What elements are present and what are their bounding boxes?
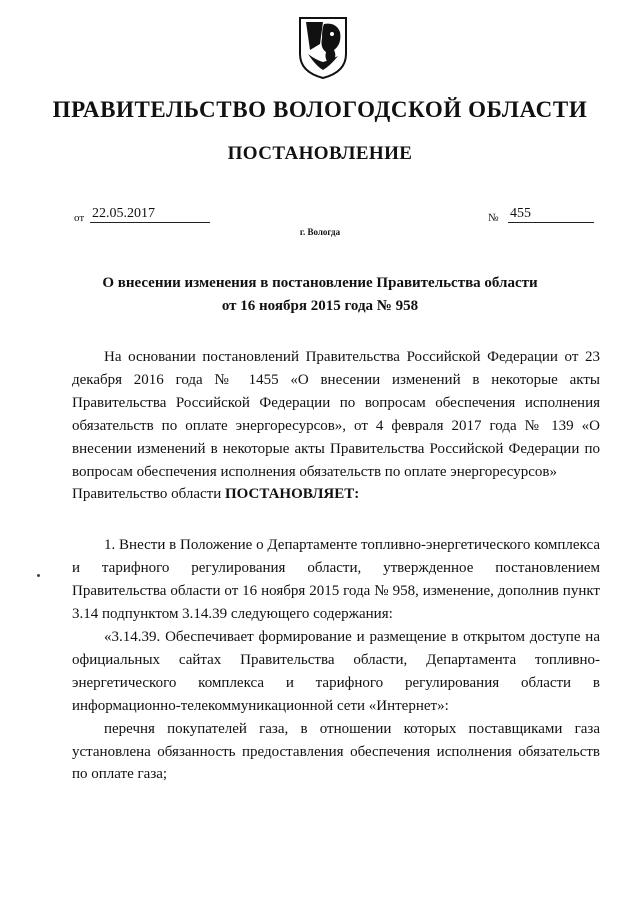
- item-1-paragraph: 1. Внести в Положение о Департаменте топливно-энергетического комплекса и тарифного регулирования области, утвержденное постановлением Правительства области от 16 ноября 2015 года № 958, изменение, дополнив пункт 3.14 подпунктом 3.14.39 следующего содержания:: [72, 537, 600, 623]
- resolve-word: ПОСТАНОВЛЯЕТ:: [224, 486, 360, 503]
- city-label: г. Вологда: [299, 227, 341, 237]
- preamble-paragraph: На основании постановлений Правительства Российской Федерации от 23 декабря 2016 года № 1455 «О внесении изменений в некоторые акты Правительства Российской Федерации по вопросам обеспечения исполнения обязательств по оплате энергоресурсов», от 4 февраля 2017 года № 139 «О внесении изменений в некоторые акты Правительства Российской Федерации по вопросам обеспечения исполнения обязательств по оплате энергоресурсов»: [72, 349, 600, 480]
- item-1-list-paragraph: перечня покупателей газа, в отношении которых поставщиками газа установлена обязанность предоставления обеспечения исполнения обязательств по оплате газа;: [72, 720, 600, 783]
- government-title: ПРАВИТЕЛЬСТВО ВОЛОГОДСКОЙ ОБЛАСТИ: [52, 97, 588, 122]
- document-number: 455: [508, 205, 594, 223]
- margin-mark: [37, 574, 40, 577]
- document-type: ПОСТАНОВЛЕНИЕ: [227, 143, 413, 164]
- resolve-prefix: Правительство области: [72, 486, 225, 503]
- subject-line-1: О внесении изменения в постановление Правительства области: [102, 275, 538, 291]
- document-body: [72, 346, 600, 786]
- date-label: от: [74, 212, 85, 224]
- item-1-quote-paragraph: «3.14.39. Обеспечивает формирование и размещение в открытом доступе на официальных сайтах Правительства области, Департамента топливно-энергетического комплекса и тарифного регулирования области в информационно-телекоммуникационной сети «Интернет»:: [72, 628, 600, 714]
- resolve-paragraph: [72, 483, 600, 506]
- subject-line-2: от 16 ноября 2015 года № 958: [221, 298, 419, 314]
- number-label: №: [488, 212, 499, 224]
- coat-of-arms-icon: [296, 14, 350, 80]
- document-subject: [60, 272, 580, 318]
- document-date: 22.05.2017: [90, 205, 210, 223]
